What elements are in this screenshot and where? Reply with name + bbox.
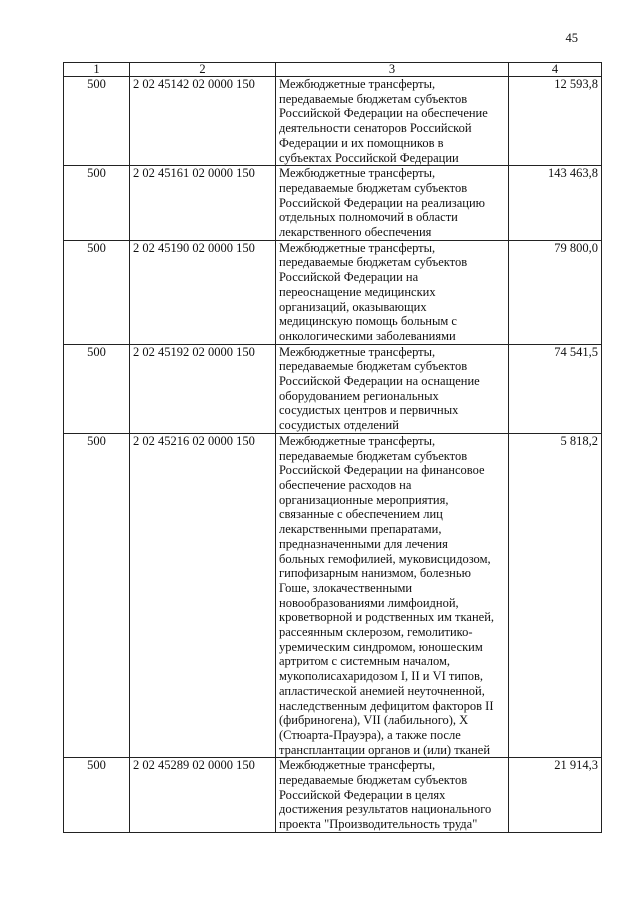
description-line: предназначенными для лечения bbox=[279, 536, 448, 551]
table-row bbox=[64, 77, 602, 166]
table-row bbox=[64, 433, 602, 757]
description-line: новообразованиями лимфоидной, bbox=[279, 595, 459, 610]
description-line: деятельности сенаторов Российской bbox=[279, 121, 472, 136]
description-line: онкологическими заболеваниями bbox=[279, 328, 456, 343]
description-cell bbox=[276, 758, 509, 833]
description-cell bbox=[276, 433, 509, 757]
amount-cell: 21 914,3 bbox=[509, 758, 602, 833]
description-line: сосудистых центров и первичных bbox=[279, 403, 459, 418]
description-line: (фибриногена), VII (лабильного), X bbox=[279, 713, 469, 728]
description-line: передаваемые бюджетам субъектов bbox=[279, 448, 468, 463]
amount-cell: 74 541,5 bbox=[509, 344, 602, 433]
description-line: Межбюджетные трансферты, bbox=[279, 758, 436, 773]
description-line: достижения результатов национального bbox=[279, 802, 492, 817]
description-line: Российской Федерации на bbox=[279, 270, 419, 285]
description-line: лекарственными препаратами, bbox=[279, 522, 442, 537]
description-line: Российской Федерации на реализацию bbox=[279, 195, 485, 210]
description-line: отдельных полномочий в области bbox=[279, 210, 458, 225]
description-line: передаваемые бюджетам субъектов bbox=[279, 180, 468, 195]
description-line: апластической анемией неуточненной, bbox=[279, 683, 485, 698]
column-number-2: 2 bbox=[130, 63, 276, 77]
description-line: передаваемые бюджетам субъектов bbox=[279, 91, 468, 106]
page-number: 45 bbox=[565, 31, 578, 45]
budget-table bbox=[63, 62, 602, 833]
column-number-row bbox=[64, 63, 602, 77]
amount-cell: 5 818,2 bbox=[509, 433, 602, 757]
description-line: Российской Федерации на финансовое bbox=[279, 463, 485, 478]
table-row bbox=[64, 758, 602, 833]
description-line: Российской Федерации на оснащение bbox=[279, 374, 480, 389]
description-cell bbox=[276, 240, 509, 344]
description-line: передаваемые бюджетам субъектов bbox=[279, 773, 468, 788]
income-code-cell: 2 02 45161 02 0000 150 bbox=[130, 166, 276, 241]
income-code-cell: 2 02 45190 02 0000 150 bbox=[130, 240, 276, 344]
description-line: наследственным дефицитом факторов II bbox=[279, 698, 494, 713]
description-line: больных гемофилией, муковисцидозом, bbox=[279, 551, 491, 566]
description-line: артритом с системным началом, bbox=[279, 654, 451, 669]
income-code-cell: 2 02 45216 02 0000 150 bbox=[130, 433, 276, 757]
description-line: (Стюарта-Прауэра), а также после bbox=[279, 727, 461, 742]
column-number-3: 3 bbox=[276, 63, 509, 77]
admin-code-cell: 500 bbox=[64, 758, 130, 833]
description-line: Межбюджетные трансферты, bbox=[279, 77, 436, 91]
table-row bbox=[64, 240, 602, 344]
description-cell bbox=[276, 166, 509, 241]
description-line: медицинскую помощь больным с bbox=[279, 314, 457, 329]
description-line: сосудистых отделений bbox=[279, 418, 399, 433]
income-code-cell: 2 02 45142 02 0000 150 bbox=[130, 77, 276, 166]
description-line: Межбюджетные трансферты, bbox=[279, 344, 436, 359]
description-line: Межбюджетные трансферты, bbox=[279, 240, 436, 255]
description-line: мукополисахаридозом I, II и VI типов, bbox=[279, 669, 484, 684]
description-line: гипофизарным нанизмом, болезнью bbox=[279, 566, 471, 581]
column-number-1: 1 bbox=[64, 63, 130, 77]
description-line: Межбюджетные трансферты, bbox=[279, 433, 436, 448]
description-line: кроветворной и родственных им тканей, bbox=[279, 610, 495, 625]
description-line: передаваемые бюджетам субъектов bbox=[279, 359, 468, 374]
description-line: Федерации и их помощников в bbox=[279, 135, 444, 150]
income-code-cell: 2 02 45192 02 0000 150 bbox=[130, 344, 276, 433]
amount-cell: 12 593,8 bbox=[509, 77, 602, 166]
description-line: Российской Федерации в целях bbox=[279, 787, 446, 802]
description-line: связанные с обеспечением лиц bbox=[279, 507, 443, 522]
admin-code-cell: 500 bbox=[64, 433, 130, 757]
description-line: переоснащение медицинских bbox=[279, 284, 436, 299]
description-line: Межбюджетные трансферты, bbox=[279, 166, 436, 181]
description-line: трансплантации органов и (или) тканей bbox=[279, 742, 491, 757]
description-line: передаваемые бюджетам субъектов bbox=[279, 255, 468, 270]
description-line: проекта "Производительность труда" bbox=[279, 817, 478, 832]
table-body bbox=[64, 77, 602, 833]
admin-code-cell: 500 bbox=[64, 240, 130, 344]
description-line: обеспечение расходов на bbox=[279, 477, 412, 492]
amount-cell: 143 463,8 bbox=[509, 166, 602, 241]
description-line: рассеянным склерозом, гемолитико- bbox=[279, 625, 473, 640]
admin-code-cell: 500 bbox=[64, 344, 130, 433]
description-line: субъектах Российской Федерации bbox=[279, 150, 459, 165]
amount-cell: 79 800,0 bbox=[509, 240, 602, 344]
description-cell bbox=[276, 344, 509, 433]
description-line: Российской Федерации на обеспечение bbox=[279, 106, 488, 121]
description-cell bbox=[276, 77, 509, 166]
admin-code-cell: 500 bbox=[64, 77, 130, 166]
description-line: уремическим синдромом, юношеским bbox=[279, 639, 483, 654]
column-number-4: 4 bbox=[509, 63, 602, 77]
table-row bbox=[64, 166, 602, 241]
description-line: Гоше, злокачественными bbox=[279, 580, 413, 595]
description-line: организаций, оказывающих bbox=[279, 299, 427, 314]
admin-code-cell: 500 bbox=[64, 166, 130, 241]
table-row bbox=[64, 344, 602, 433]
description-line: организационные мероприятия, bbox=[279, 492, 449, 507]
description-line: лекарственного обеспечения bbox=[279, 225, 432, 240]
income-code-cell: 2 02 45289 02 0000 150 bbox=[130, 758, 276, 833]
description-line: оборудованием региональных bbox=[279, 388, 439, 403]
